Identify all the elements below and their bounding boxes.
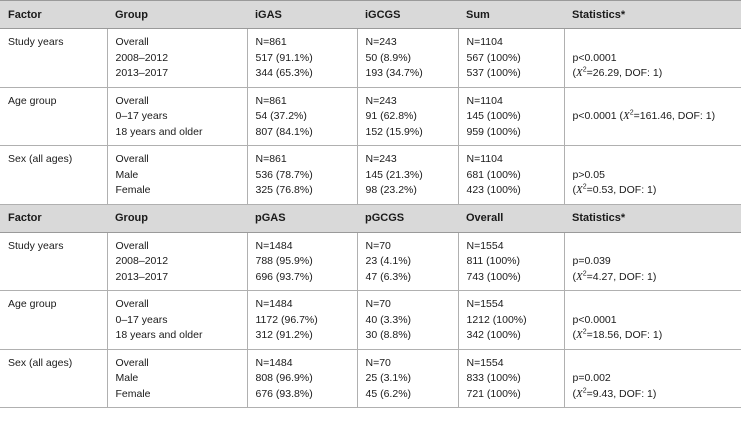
count-value: N=243: [365, 94, 397, 107]
header-sum: Sum: [458, 1, 564, 29]
count-value: 91 (62.8%): [365, 110, 417, 122]
statistics-cell: [564, 291, 741, 350]
factor-cell: Study years: [0, 232, 107, 291]
table-row: [0, 29, 741, 88]
count-cell: [458, 29, 564, 88]
count-value: 721 (100%): [466, 387, 521, 400]
count-cell: [458, 232, 564, 291]
factor-cell: Age group: [0, 87, 107, 146]
count-value: N=861: [255, 94, 287, 107]
group-value: Overall: [115, 298, 149, 310]
count-value: 517 (91.1%): [255, 51, 313, 64]
p-value: p=0.039: [572, 255, 611, 267]
group-value: Overall: [115, 356, 149, 369]
count-value: 193 (34.7%): [365, 67, 423, 79]
count-value: N=1554: [466, 356, 504, 369]
count-value: 959 (100%): [466, 125, 521, 138]
header-igcgs: iGCGS: [357, 1, 458, 29]
count-value: 145 (100%): [466, 110, 521, 122]
count-value: N=1554: [466, 298, 504, 310]
group-value: 0–17 years: [115, 110, 168, 122]
group-value: 18 years and older: [115, 329, 203, 341]
count-value: N=1484: [255, 298, 293, 310]
count-value: 45 (6.2%): [365, 387, 412, 400]
count-value: 40 (3.3%): [365, 313, 412, 326]
count-value: 788 (95.9%): [255, 255, 313, 267]
group-value: Female: [115, 387, 151, 400]
group-value: Overall: [115, 94, 149, 107]
count-value: N=70: [365, 356, 391, 369]
group-value: Overall: [115, 239, 149, 252]
header-pgas: pGAS: [247, 204, 357, 232]
group-cell: [107, 291, 247, 350]
count-value: 325 (76.8%): [255, 184, 313, 196]
count-value: 23 (4.1%): [365, 255, 412, 267]
header-statistics: Statistics*: [564, 204, 741, 232]
count-cell: [247, 146, 357, 205]
count-cell: [357, 349, 458, 408]
count-value: 54 (37.2%): [255, 110, 307, 122]
count-value: N=1554: [466, 239, 504, 252]
statistics-cell: [564, 232, 741, 291]
table-row: [0, 349, 741, 408]
count-value: 344 (65.3%): [255, 67, 313, 79]
group-value: 2013–2017: [115, 270, 169, 283]
count-value: 30 (8.8%): [365, 329, 412, 341]
header-overall: Overall: [458, 204, 564, 232]
count-cell: [458, 87, 564, 146]
header-igas: iGAS: [247, 1, 357, 29]
chi-square: ($X^2=4.27$, DOF: 1): [572, 270, 657, 283]
group-value: Female: [115, 184, 151, 196]
table-row: [0, 232, 741, 291]
count-cell: [357, 29, 458, 88]
group-cell: [107, 29, 247, 88]
statistics-cell: [564, 29, 741, 88]
count-value: 1212 (100%): [466, 313, 527, 326]
count-value: 98 (23.2%): [365, 184, 417, 196]
table-row: [0, 146, 741, 205]
p-value-chi-square: p<0.0001 ($X^2=161.46$, DOF: 1): [572, 109, 716, 122]
group-cell: [107, 87, 247, 146]
chi-square: ($X^2=9.43$, DOF: 1): [572, 387, 657, 400]
count-value: 47 (6.3%): [365, 270, 412, 283]
count-value: 676 (93.8%): [255, 387, 313, 400]
count-value: 423 (100%): [466, 184, 521, 196]
count-cell: [458, 146, 564, 205]
group-value: 2013–2017: [115, 67, 169, 79]
factor-cell: Age group: [0, 291, 107, 350]
group-value: 2008–2012: [115, 51, 169, 64]
chi-square: ($X^2=26.29$, DOF: 1): [572, 66, 663, 79]
p-value: p<0.0001: [572, 313, 617, 326]
count-cell: [357, 146, 458, 205]
count-value: 807 (84.1%): [255, 125, 313, 138]
header-factor: Factor: [0, 1, 107, 29]
group-value: 0–17 years: [115, 313, 168, 326]
group-value: 18 years and older: [115, 125, 203, 138]
count-value: 145 (21.3%): [365, 168, 423, 181]
count-value: 833 (100%): [466, 372, 521, 384]
count-value: 696 (93.7%): [255, 270, 313, 283]
p-value: p<0.0001: [572, 51, 617, 64]
p-value: p>0.05: [572, 168, 605, 181]
group-cell: [107, 232, 247, 291]
count-value: 536 (78.7%): [255, 168, 313, 181]
count-value: N=70: [365, 298, 391, 310]
table2-header-row: [0, 204, 741, 232]
group-value: 2008–2012: [115, 255, 169, 267]
group-value: Male: [115, 168, 139, 181]
factor-cell: Sex (all ages): [0, 146, 107, 205]
statistics-cell: [564, 349, 741, 408]
count-cell: [357, 87, 458, 146]
count-value: N=70: [365, 239, 391, 252]
chi-square: ($X^2=18.56$, DOF: 1): [572, 328, 663, 341]
p-value: p=0.002: [572, 372, 611, 384]
count-value: 808 (96.9%): [255, 372, 313, 384]
statistics-cell: [564, 146, 741, 205]
count-value: 567 (100%): [466, 51, 521, 64]
count-value: N=1104: [466, 153, 503, 165]
count-cell: [247, 29, 357, 88]
count-cell: [357, 232, 458, 291]
count-value: 743 (100%): [466, 270, 521, 283]
count-value: N=1104: [466, 36, 503, 48]
count-value: 50 (8.9%): [365, 51, 412, 64]
count-cell: [247, 232, 357, 291]
group-cell: [107, 349, 247, 408]
count-value: N=1104: [466, 94, 503, 107]
count-value: N=1484: [255, 239, 293, 252]
factor-cell: Sex (all ages): [0, 349, 107, 408]
header-group: Group: [107, 204, 247, 232]
header-statistics: Statistics*: [564, 1, 741, 29]
chi-square: ($X^2=0.53$, DOF: 1): [572, 183, 657, 196]
count-value: N=1484: [255, 356, 293, 369]
count-cell: [458, 349, 564, 408]
header-group: Group: [107, 1, 247, 29]
count-value: 1172 (96.7%): [255, 313, 318, 326]
group-value: Male: [115, 372, 139, 384]
count-cell: [247, 291, 357, 350]
count-value: N=243: [365, 36, 397, 48]
header-pgcgs: pGCGS: [357, 204, 458, 232]
factor-cell: Study years: [0, 29, 107, 88]
count-value: 312 (91.2%): [255, 329, 313, 341]
count-value: 152 (15.9%): [365, 125, 423, 138]
table-row: [0, 87, 741, 146]
count-value: 681 (100%): [466, 168, 521, 181]
count-value: N=861: [255, 36, 287, 48]
count-cell: [247, 349, 357, 408]
count-value: 25 (3.1%): [365, 372, 412, 384]
count-cell: [458, 291, 564, 350]
count-cell: [357, 291, 458, 350]
header-factor: Factor: [0, 204, 107, 232]
group-cell: [107, 146, 247, 205]
group-value: Overall: [115, 36, 149, 48]
count-value: 811 (100%): [466, 255, 521, 267]
count-value: 342 (100%): [466, 329, 521, 341]
table-row: [0, 291, 741, 350]
count-value: N=243: [365, 153, 397, 165]
group-value: Overall: [115, 153, 149, 165]
count-cell: [247, 87, 357, 146]
statistics-cell: [564, 87, 741, 146]
table1-header-row: [0, 1, 741, 29]
count-value: N=861: [255, 153, 287, 165]
count-value: 537 (100%): [466, 67, 521, 79]
